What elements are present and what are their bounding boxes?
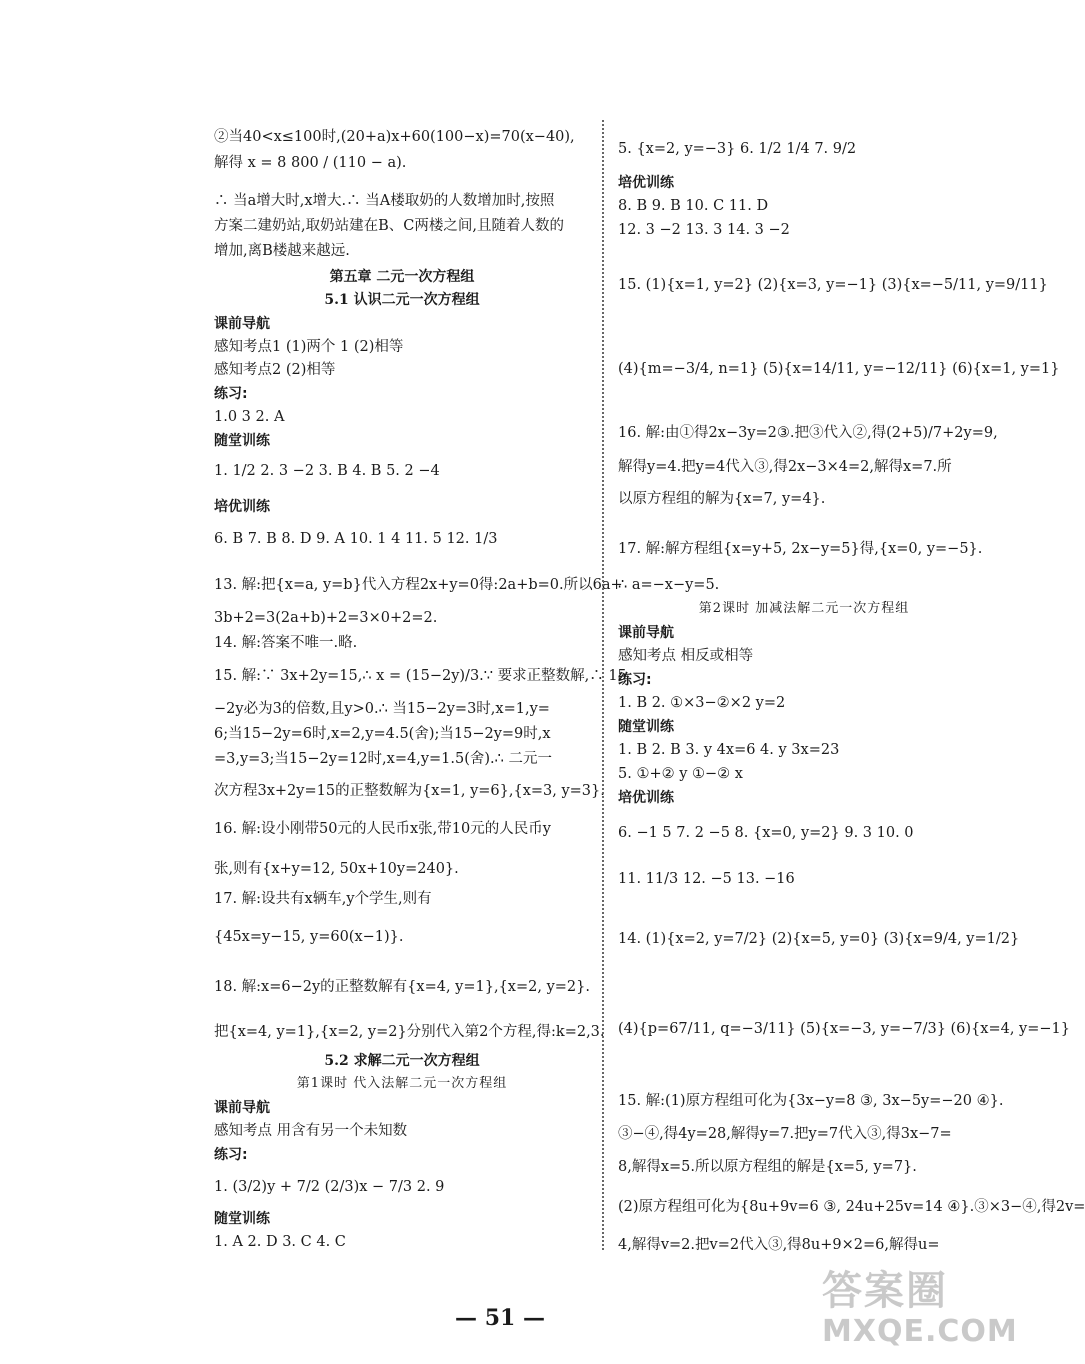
subsection-heading: 课前导航 xyxy=(214,316,270,332)
text-line: 1.0 3 2. A xyxy=(214,409,285,425)
lesson-title: 第2课时 加减法解二元一次方程组 xyxy=(698,601,910,616)
text-line: 1. (3/2)y + 7/2 (2/3)x − 7/3 2. 9 xyxy=(214,1179,445,1195)
text-line: 1. A 2. D 3. C 4. C xyxy=(214,1234,346,1250)
text-line: =3,y=3;当15−2y=12时,x=4,y=1.5(舍).∴ 二元一 xyxy=(214,751,552,767)
text-line: 6. −1 5 7. 2 −5 8. {x=0, y=2} 9. 3 10. 0 xyxy=(618,825,914,841)
text-line: 6. B 7. B 8. D 9. A 10. 1 4 11. 5 12. 1/3 xyxy=(214,531,498,547)
text-line: 16. 解:由①得2x−3y=2③.把③代入②,得(2+5)/7+2y=9, xyxy=(618,425,998,441)
subsection-heading: 培优训练 xyxy=(618,790,674,806)
watermark-logo xyxy=(822,1268,1018,1360)
text-line: 8. B 9. B 10. C 11. D xyxy=(618,198,769,214)
text-line: 15. (1){x=1, y=2} (2){x=3, y=−1} (3){x=−5/11, y=9/11} xyxy=(618,277,1048,293)
text-line: 解得 x = 8 800 / (110 − a). xyxy=(214,155,407,171)
chapter-title: 第五章 二元一次方程组 xyxy=(329,269,475,285)
subsection-heading: 随堂训练 xyxy=(618,719,674,735)
subsection-heading: 培优训练 xyxy=(618,175,674,191)
text-line: ③−④,得4y=28,解得y=7.把y=7代入③,得3x−7= xyxy=(618,1126,952,1142)
text-line: 解得y=4.把y=4代入③,得2x−3×4=2,解得x=7.所 xyxy=(618,459,952,475)
text-line: 14. 解:答案不唯一.略. xyxy=(214,635,358,651)
text-line: 感知考点 用含有另一个未知数 xyxy=(214,1123,408,1139)
text-line: (4){p=67/11, q=−3/11} (5){x=−3, y=−7/3} (6){x=4, y=−1} xyxy=(618,1021,1070,1037)
watermark-text: 答案圈 xyxy=(822,1268,948,1314)
text-line: 1. B 2. B 3. y 4x=6 4. y 3x=23 xyxy=(618,742,840,758)
text-line: 次方程3x+2y=15的正整数解为{x=1, y=6},{x=3, y=3}. xyxy=(214,783,605,799)
subsection-heading: 课前导航 xyxy=(618,625,674,641)
watermark-url: MXQE.COM xyxy=(822,1314,1018,1349)
section-title: 5.1 认识二元一次方程组 xyxy=(324,292,480,308)
text-line: 8,解得x=5.所以原方程组的解是{x=5, y=7}. xyxy=(618,1159,917,1175)
text-line: 15. 解:∵ 3x+2y=15,∴ x = (15−2y)/3.∵ 要求正整数解,∴ 15 xyxy=(214,668,627,684)
text-line: 5. ①+② y ①−② x xyxy=(618,766,743,782)
text-line: 17. 解:设共有x辆车,y个学生,则有 xyxy=(214,891,432,907)
text-line: 11. 11/3 12. −5 13. −16 xyxy=(618,871,795,887)
text-line: 增加,离B楼越来越远. xyxy=(214,243,350,259)
text-line: −2y必为3的倍数,且y>0.∴ 当15−2y=3时,x=1,y= xyxy=(214,701,550,717)
text-line: 5. {x=2, y=−3} 6. 1/2 1/4 7. 9/2 xyxy=(618,141,857,157)
text-line: 4,解得v=2.把v=2代入③,得8u+9×2=6,解得u= xyxy=(618,1237,940,1253)
text-line: 以原方程组的解为{x=7, y=4}. xyxy=(618,491,826,507)
subsection-heading: 练习: xyxy=(618,672,652,688)
subsection-heading: 培优训练 xyxy=(214,499,270,515)
text-line: 把{x=4, y=1},{x=2, y=2}分别代入第2个方程,得:k=2,3. xyxy=(214,1024,605,1040)
text-line: 17. 解:解方程组{x=y+5, 2x−y=5}得,{x=0, y=−5}. xyxy=(618,541,983,557)
text-line: ∴ a=−x−y=5. xyxy=(618,577,720,593)
text-line: 张,则有{x+y=12, 50x+10y=240}. xyxy=(214,861,459,877)
subsection-heading: 随堂训练 xyxy=(214,433,270,449)
text-line: 感知考点2 (2)相等 xyxy=(214,362,336,378)
text-line: {45x=y−15, y=60(x−1)}. xyxy=(214,929,404,945)
column-divider xyxy=(602,120,604,1250)
text-line: (4){m=−3/4, n=1} (5){x=14/11, y=−12/11} (6){x=1, y=1} xyxy=(618,361,1060,377)
text-line: 3b+2=3(2a+b)+2=3×0+2=2. xyxy=(214,610,438,626)
text-line: (2)原方程组可化为{8u+9v=6 ③, 24u+25v=14 ④}.③×3−④,得2v= xyxy=(618,1199,1085,1215)
text-line: ②当40<x≤100时,(20+a)x+60(100−x)=70(x−40), xyxy=(214,129,575,145)
subsection-heading: 练习: xyxy=(214,386,248,402)
text-line: 1. B 2. ①×3−②×2 y=2 xyxy=(618,695,786,711)
subsection-heading: 随堂训练 xyxy=(214,1211,270,1227)
text-line: ∴ 当a增大时,x增大.∴ 当A楼取奶的人数增加时,按照 xyxy=(214,193,555,209)
text-line: 18. 解:x=6−2y的正整数解有{x=4, y=1},{x=2, y=2}. xyxy=(214,979,590,995)
text-line: 6;当15−2y=6时,x=2,y=4.5(舍);当15−2y=9时,x xyxy=(214,726,551,742)
lesson-title: 第1课时 代入法解二元一次方程组 xyxy=(296,1076,508,1091)
text-line: 16. 解:设小刚带50元的人民币x张,带10元的人民币y xyxy=(214,821,551,837)
text-line: 15. 解:(1)原方程组可化为{3x−y=8 ③, 3x−5y=−20 ④}. xyxy=(618,1093,1004,1109)
text-line: 方案二建奶站,取奶站建在B、C两楼之间,且随着人数的 xyxy=(214,218,564,234)
text-line: 1. 1/2 2. 3 −2 3. B 4. B 5. 2 −4 xyxy=(214,463,440,479)
text-line: 感知考点1 (1)两个 1 (2)相等 xyxy=(214,339,404,355)
text-line: 12. 3 −2 13. 3 14. 3 −2 xyxy=(618,222,790,238)
section-title: 5.2 求解二元一次方程组 xyxy=(324,1053,480,1069)
text-line: 13. 解:把{x=a, y=b}代入方程2x+y=0得:2a+b=0.所以6a+ xyxy=(214,577,623,593)
text-line: 14. (1){x=2, y=7/2} (2){x=5, y=0} (3){x=9/4, y=1/2} xyxy=(618,931,1020,947)
text-line: 感知考点 相反或相等 xyxy=(618,648,754,664)
page-number: — 51 — xyxy=(455,1305,545,1331)
subsection-heading: 练习: xyxy=(214,1147,248,1163)
subsection-heading: 课前导航 xyxy=(214,1100,270,1116)
